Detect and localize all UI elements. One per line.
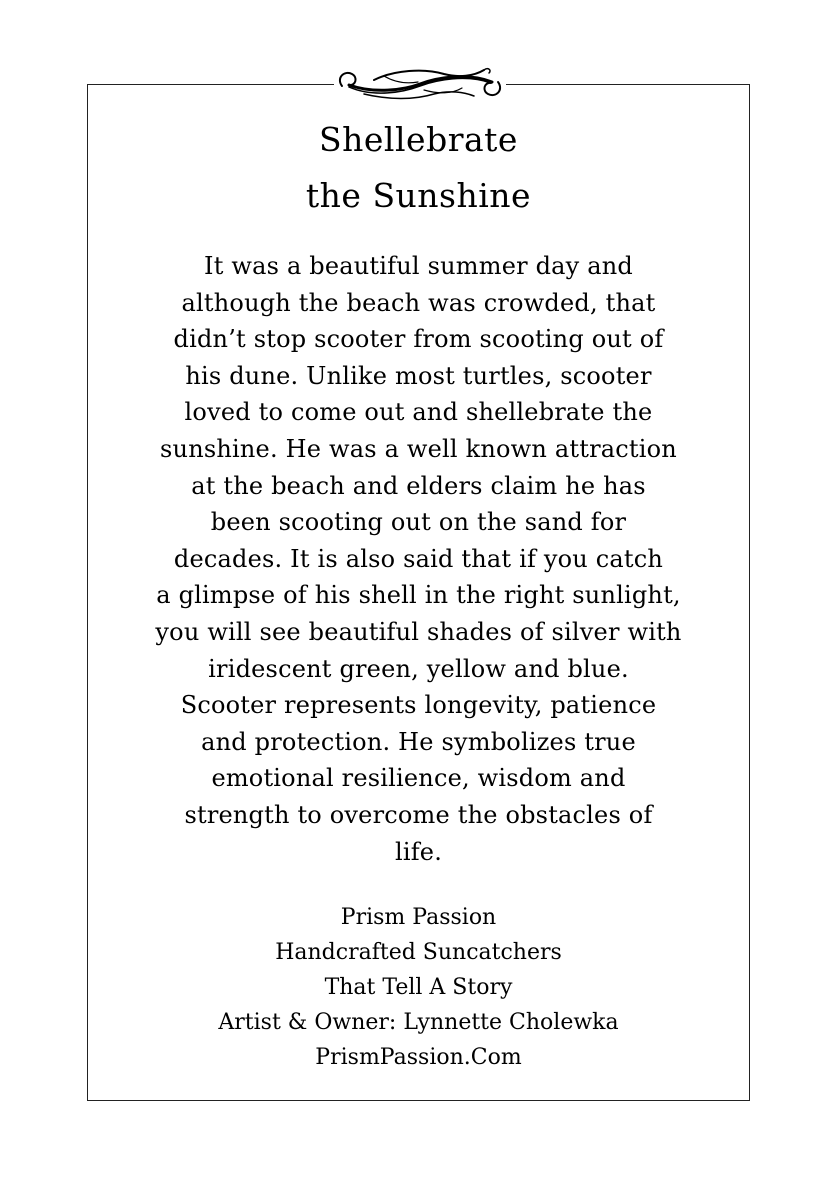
tagline-line-1: Handcrafted Suncatchers xyxy=(275,940,562,965)
story-line: emotional resilience, wisdom and xyxy=(211,764,626,793)
story-line: his dune. Unlike most turtles, scooter xyxy=(185,361,652,390)
story-line: you will see beautiful shades of silver with xyxy=(155,617,682,646)
story-line: a glimpse of his shell in the right sunlight, xyxy=(156,581,681,610)
tagline-line-2: That Tell A Story xyxy=(324,975,513,1000)
story-line: been scooting out on the sand for xyxy=(210,508,627,537)
story-line: at the beach and elders claim he has xyxy=(191,471,646,500)
story-line: and protection. He symbolizes true xyxy=(201,727,636,756)
brand-name: Prism Passion xyxy=(340,905,497,930)
story-line: Scooter represents longevity, patience xyxy=(180,691,657,720)
title-line-2: the Sunshine xyxy=(305,176,532,215)
artist-credit: Artist & Owner: Lynnette Cholewka xyxy=(218,1010,619,1035)
story-line: strength to overcome the obstacles of xyxy=(184,800,653,829)
story-line: sunshine. He was a well known attraction xyxy=(160,434,677,463)
page-title xyxy=(87,112,750,224)
story-paragraph xyxy=(112,248,725,870)
story-line: didn’t stop scooter from scooting out of xyxy=(173,325,664,354)
title-line-1: Shellebrate xyxy=(319,120,518,159)
story-line: decades. It is also said that if you catch xyxy=(173,544,664,573)
story-line: although the beach was crowded, that xyxy=(181,288,656,317)
flourish-ornament-icon xyxy=(334,60,506,108)
website-text: PrismPassion.Com xyxy=(315,1045,522,1070)
story-line: iridescent green, yellow and blue. xyxy=(208,654,629,683)
story-line: It was a beautiful summer day and xyxy=(204,252,633,280)
footer-credits xyxy=(87,900,750,1075)
story-line: loved to come out and shellebrate the xyxy=(184,398,653,427)
story-line: life. xyxy=(394,837,443,866)
